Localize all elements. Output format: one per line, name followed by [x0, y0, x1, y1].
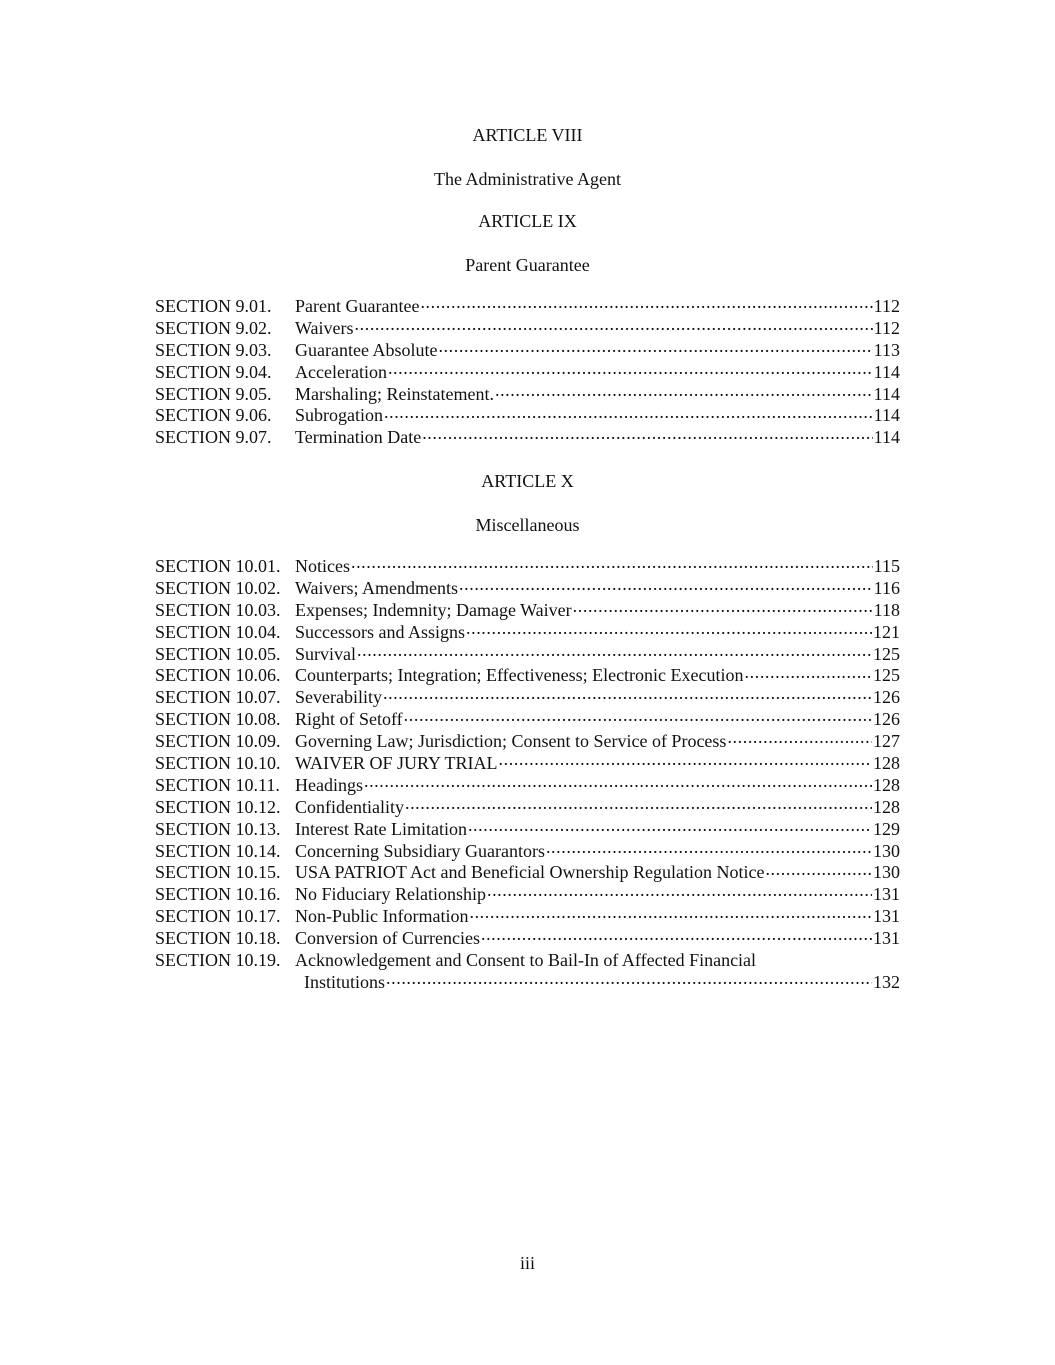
- toc-entry[interactable]: [155, 665, 900, 687]
- section-number: SECTION 9.07.: [155, 427, 272, 448]
- toc-entry[interactable]: [155, 709, 900, 731]
- section-number: SECTION 10.09.: [155, 731, 281, 752]
- toc-entry[interactable]: [155, 405, 900, 427]
- section-page: 125: [873, 643, 900, 664]
- section-number: SECTION 10.07.: [155, 687, 281, 708]
- section-number: SECTION 10.19.: [155, 950, 281, 971]
- toc-entry[interactable]: [155, 578, 900, 600]
- section-number: SECTION 9.01.: [155, 296, 272, 316]
- section-number: SECTION 10.11.: [155, 774, 280, 795]
- toc-entry[interactable]: [155, 687, 900, 709]
- dot-leader: [355, 318, 873, 334]
- dot-leader: [466, 622, 872, 638]
- toc-entry[interactable]: [155, 819, 900, 841]
- article-8-title: The Administrative Agent: [434, 169, 621, 189]
- section-title: Parent Guarantee: [295, 296, 420, 316]
- dot-leader: [487, 884, 872, 900]
- toc-entry[interactable]: [155, 884, 900, 906]
- section-number: SECTION 9.03.: [155, 339, 272, 360]
- toc-entry-multiline[interactable]: [155, 950, 900, 972]
- toc-entry[interactable]: [155, 318, 900, 340]
- section-page: 112: [873, 317, 900, 338]
- dot-leader: [727, 731, 872, 747]
- section-number: SECTION 10.16.: [155, 884, 281, 905]
- section-number: SECTION 9.06.: [155, 405, 272, 426]
- section-number: SECTION 10.14.: [155, 840, 281, 861]
- section-title: Subrogation: [295, 405, 383, 426]
- toc-entry[interactable]: [155, 384, 900, 406]
- dot-leader: [459, 578, 873, 594]
- dot-leader: [351, 556, 873, 572]
- section-page: 127: [873, 731, 900, 752]
- dot-leader: [405, 797, 872, 813]
- dot-leader: [495, 384, 873, 400]
- dot-leader: [573, 600, 873, 616]
- section-page: 114: [873, 383, 900, 404]
- section-title: Marshaling; Reinstatement.: [295, 383, 494, 404]
- section-number: SECTION 10.06.: [155, 665, 281, 686]
- article-9-heading: ARTICLE IX: [478, 211, 577, 231]
- section-page: 114: [873, 427, 900, 448]
- section-title: Counterparts; Integration; Effectiveness; Electronic Execution: [295, 665, 744, 686]
- toc-entry-continuation[interactable]: [155, 972, 900, 994]
- section-title: Interest Rate Limitation: [295, 818, 467, 839]
- toc-entry[interactable]: [155, 600, 900, 622]
- section-number: SECTION 9.05.: [155, 383, 272, 404]
- section-title: Notices: [295, 556, 350, 576]
- section-page: 128: [873, 774, 900, 795]
- article-9-title: Parent Guarantee: [465, 255, 590, 275]
- section-title: Non-Public Information: [295, 906, 469, 927]
- toc-entry[interactable]: [155, 731, 900, 753]
- section-page: 116: [873, 577, 900, 598]
- toc-entry[interactable]: [155, 622, 900, 644]
- toc-entry[interactable]: [155, 775, 900, 797]
- section-title: Headings: [295, 774, 363, 795]
- article-10-title: Miscellaneous: [475, 515, 580, 535]
- section-title: Expenses; Indemnity; Damage Waiver: [295, 599, 572, 620]
- section-number: SECTION 10.15.: [155, 862, 281, 883]
- toc-entry[interactable]: [155, 906, 900, 928]
- dot-leader: [357, 644, 872, 660]
- section-number: SECTION 10.01.: [155, 556, 281, 576]
- dot-leader: [422, 427, 872, 443]
- section-number: SECTION 9.04.: [155, 361, 272, 382]
- section-page: 126: [873, 687, 900, 708]
- section-page: 130: [873, 840, 900, 861]
- article-10-heading: ARTICLE X: [481, 471, 574, 491]
- section-title-line2: Institutions: [304, 971, 386, 992]
- section-number: SECTION 10.10.: [155, 753, 281, 774]
- dot-leader: [499, 753, 872, 769]
- section-number: SECTION 10.05.: [155, 643, 281, 664]
- page-number-footer: iii: [519, 1253, 535, 1273]
- section-number: SECTION 10.13.: [155, 818, 281, 839]
- section-page: 114: [873, 361, 900, 382]
- dot-leader: [469, 906, 872, 922]
- section-title: Acceleration: [295, 361, 387, 382]
- dot-leader: [404, 709, 872, 725]
- article-8-heading: ARTICLE VIII: [472, 125, 583, 145]
- section-title: Concerning Subsidiary Guarantors: [295, 840, 545, 861]
- section-page: 131: [873, 906, 900, 927]
- section-page: 125: [873, 665, 900, 686]
- section-page: 131: [873, 928, 900, 949]
- toc-entry[interactable]: [155, 296, 900, 318]
- section-title: Survival: [295, 643, 356, 664]
- section-number: SECTION 10.02.: [155, 577, 281, 598]
- section-page: 132: [873, 971, 900, 992]
- section-number: SECTION 10.03.: [155, 599, 281, 620]
- section-title: Right of Setoff: [295, 709, 403, 730]
- section-title: No Fiduciary Relationship: [295, 884, 486, 905]
- section-page: 129: [873, 818, 900, 839]
- section-page: 130: [873, 862, 900, 883]
- dot-leader: [383, 687, 872, 703]
- dot-leader: [745, 665, 872, 681]
- section-title: WAIVER OF JURY TRIAL: [295, 753, 498, 774]
- section-number: SECTION 10.04.: [155, 621, 281, 642]
- article-10-toc: [155, 556, 900, 994]
- toc-entry[interactable]: [155, 427, 900, 449]
- section-page: 113: [873, 339, 900, 360]
- section-title: USA PATRIOT Act and Beneficial Ownership Regulation Notice: [295, 862, 765, 883]
- dot-leader: [364, 775, 872, 791]
- section-page: 115: [873, 556, 900, 576]
- dot-leader: [386, 972, 872, 988]
- section-page: 128: [873, 753, 900, 774]
- section-title-line1: Acknowledgement and Consent to Bail-In of Affected Financial: [295, 950, 757, 971]
- dot-leader: [765, 862, 872, 878]
- section-number: SECTION 10.12.: [155, 796, 281, 817]
- section-title: Guarantee Absolute: [295, 339, 438, 360]
- dot-leader: [420, 296, 872, 312]
- section-title: Conversion of Currencies: [295, 928, 480, 949]
- section-page: 126: [873, 709, 900, 730]
- toc-entry[interactable]: [155, 841, 900, 863]
- toc-entry[interactable]: [155, 797, 900, 819]
- toc-entry[interactable]: [155, 556, 900, 578]
- section-page: 128: [873, 796, 900, 817]
- dot-leader: [546, 841, 872, 857]
- toc-entry[interactable]: [155, 644, 900, 666]
- dot-leader: [481, 928, 872, 944]
- toc-entry[interactable]: [155, 862, 900, 884]
- section-title: Governing Law; Jurisdiction; Consent to Service of Process: [295, 731, 727, 752]
- section-title: Successors and Assigns: [295, 621, 465, 642]
- section-title: Waivers; Amendments: [295, 577, 459, 598]
- section-title: Waivers: [295, 317, 354, 338]
- dot-leader: [384, 405, 873, 421]
- toc-entry[interactable]: [155, 340, 900, 362]
- section-number: SECTION 10.18.: [155, 928, 281, 949]
- dot-leader: [468, 819, 872, 835]
- section-title: Termination Date: [295, 427, 422, 448]
- toc-entry[interactable]: [155, 362, 900, 384]
- section-title: Confidentiality: [295, 796, 404, 817]
- dot-leader: [388, 362, 873, 378]
- article-9-toc: [155, 296, 900, 449]
- toc-entry[interactable]: [155, 928, 900, 950]
- section-page: 118: [873, 599, 900, 620]
- section-page: 121: [873, 621, 900, 642]
- section-number: SECTION 9.02.: [155, 317, 272, 338]
- dot-leader: [438, 340, 872, 356]
- section-number: SECTION 10.08.: [155, 709, 281, 730]
- section-page: 112: [873, 296, 900, 316]
- section-page: 131: [873, 884, 900, 905]
- toc-entry[interactable]: [155, 753, 900, 775]
- section-number: SECTION 10.17.: [155, 906, 281, 927]
- section-page: 114: [873, 405, 900, 426]
- section-title: Severability: [295, 687, 382, 708]
